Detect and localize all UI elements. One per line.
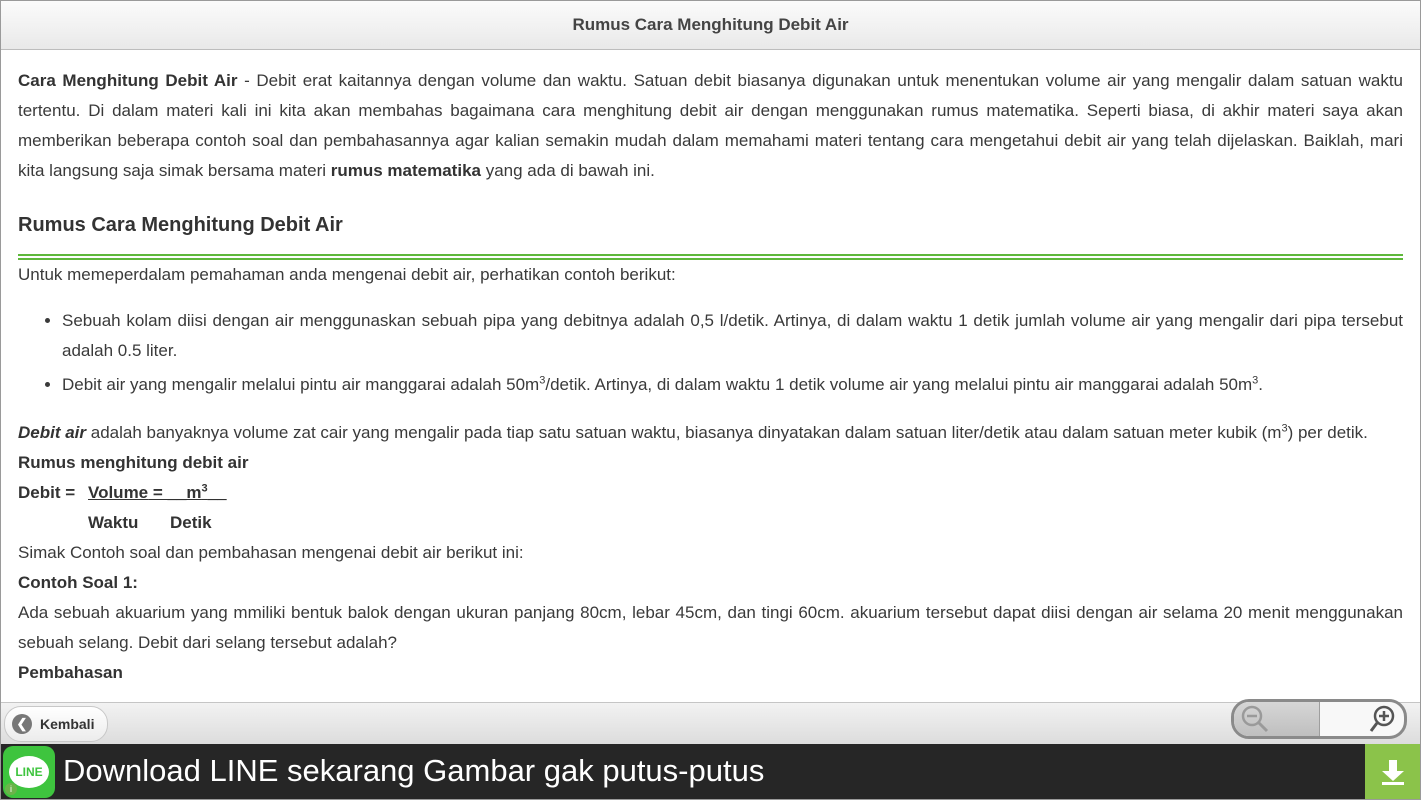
zoom-in-button[interactable] — [1320, 702, 1405, 736]
formula-denominator-waktu: Waktu — [88, 513, 139, 532]
intro-tail: yang ada di bawah ini. — [480, 161, 655, 180]
title-bar — [1, 1, 1420, 50]
line-logo-text: LINE — [9, 756, 49, 788]
zoom-in-icon — [1368, 704, 1398, 734]
ad-info-icon[interactable]: i — [5, 783, 17, 795]
definition-text: adalah banyaknya volume zat cair yang mengalir pada tiap satu satuan waktu, biasanya dinyatakan dalam satuan liter/detik atau dalam satuan meter kubik (m — [86, 423, 1282, 442]
zoom-out-button[interactable] — [1234, 702, 1320, 736]
bullet-2-part2: /detik. Artinya, di dalam waktu 1 detik volume air yang melalui pintu air manggarai adalah 50m — [545, 375, 1253, 394]
rumus-matematika-link[interactable]: rumus matematika — [330, 161, 481, 180]
download-icon — [1378, 757, 1408, 787]
cutoff-text — [18, 658, 1403, 688]
example-title — [18, 568, 1403, 598]
example-intro: Simak Contoh soal dan pembahasan mengenai debit air berikut ini: — [18, 543, 524, 562]
example-title-text: Contoh Soal 1: — [18, 573, 138, 592]
formula-label: Debit = — [18, 483, 76, 502]
list-item — [62, 370, 1403, 400]
formula-numerator-volume: Volume — [88, 483, 149, 502]
section-heading: Rumus Cara Menghitung Debit Air — [18, 214, 343, 236]
formula-heading — [18, 448, 1403, 478]
definition-paragraph — [18, 418, 1403, 448]
lead-paragraph: Untuk memeperdalam pemahaman anda mengenai debit air, perhatikan contoh berikut: — [18, 265, 676, 284]
definition-sup: 3 — [1281, 422, 1288, 435]
zoom-control — [1231, 699, 1407, 739]
bullet-2-part3: . — [1258, 375, 1264, 394]
bullet-1-text: Sebuah kolam diisi dengan air menggunaskan sebuah pipa yang debitnya adalah 0,5 l/detik. Artinya, di dalam waktu 1 detik jumlah volume air yang mengalir dari pipa tersebut adalah 0.5 liter. — [62, 311, 1403, 360]
formula-denominator-detik: Detik — [170, 513, 212, 532]
bullet-2-part1: Debit air yang mengalir melalui pintu air manggarai adalah 50m — [62, 375, 540, 394]
intro-text: - Debit erat kaitannya dengan volume dan waktu. Satuan debit biasanya digunakan untuk menentukan volume air yang mengalir dalam satuan waktu tertentu. Di dalam materi kali ini kita akan membahas bagaimana cara menghitung debit air dengan menggunakan rumus matematika. Seperti biasa, di akhir materi saya akan memberikan beberapa contoh soal dan pembahasannya agar kalian semakin mudah dalam memahami materi tentang cara mengetahui debit air yang telah dijelaskan. Baiklah, mari kita langsung saja simak bersama materi — [18, 71, 1403, 180]
back-button[interactable] — [4, 706, 108, 742]
heading-divider — [18, 254, 1403, 256]
formula-numerator-m3: $\_\_m^3\_\_$ — [167, 482, 227, 502]
back-label: Kembali — [40, 716, 95, 732]
ad-text: Download LINE sekarang Gambar gak putus-putus — [63, 753, 765, 788]
intro-paragraph — [18, 66, 1403, 186]
list-item — [62, 306, 1403, 366]
download-button[interactable] — [1365, 744, 1420, 799]
definition-tail: ) per detik. — [1287, 423, 1368, 442]
bullet-2-sup1: 3 — [539, 374, 546, 387]
formula-row-top — [18, 478, 1403, 508]
zoom-out-icon — [1240, 704, 1270, 734]
example-list — [18, 306, 1403, 400]
formula-heading-text: Rumus menghitung debit air — [18, 453, 249, 472]
cutoff-text-bold: Pembahasan — [18, 663, 123, 682]
intro-lead: Cara Menghitung Debit Air — [18, 71, 238, 90]
definition-term: Debit air — [18, 423, 87, 442]
article-content[interactable] — [18, 50, 1403, 702]
bullet-2-sup2: 3 — [1252, 374, 1259, 387]
formula-row-bottom — [18, 508, 1403, 538]
formula-equals: = — [148, 483, 168, 502]
chevron-left-icon: ❮ — [12, 714, 32, 734]
ad-banner[interactable] — [1, 744, 1420, 799]
bottom-toolbar — [1, 702, 1420, 745]
example-text: Ada sebuah akuarium yang mmiliki bentuk balok dengan ukuran panjang 80cm, lebar 45cm, dan tingi 60cm. akuarium tersebut dapat diisi dengan air selama 20 menit menggunakan sebuah selang. Debit dari selang tersebut adalah? — [18, 603, 1403, 652]
page-title: Rumus Cara Menghitung Debit Air — [572, 15, 849, 34]
